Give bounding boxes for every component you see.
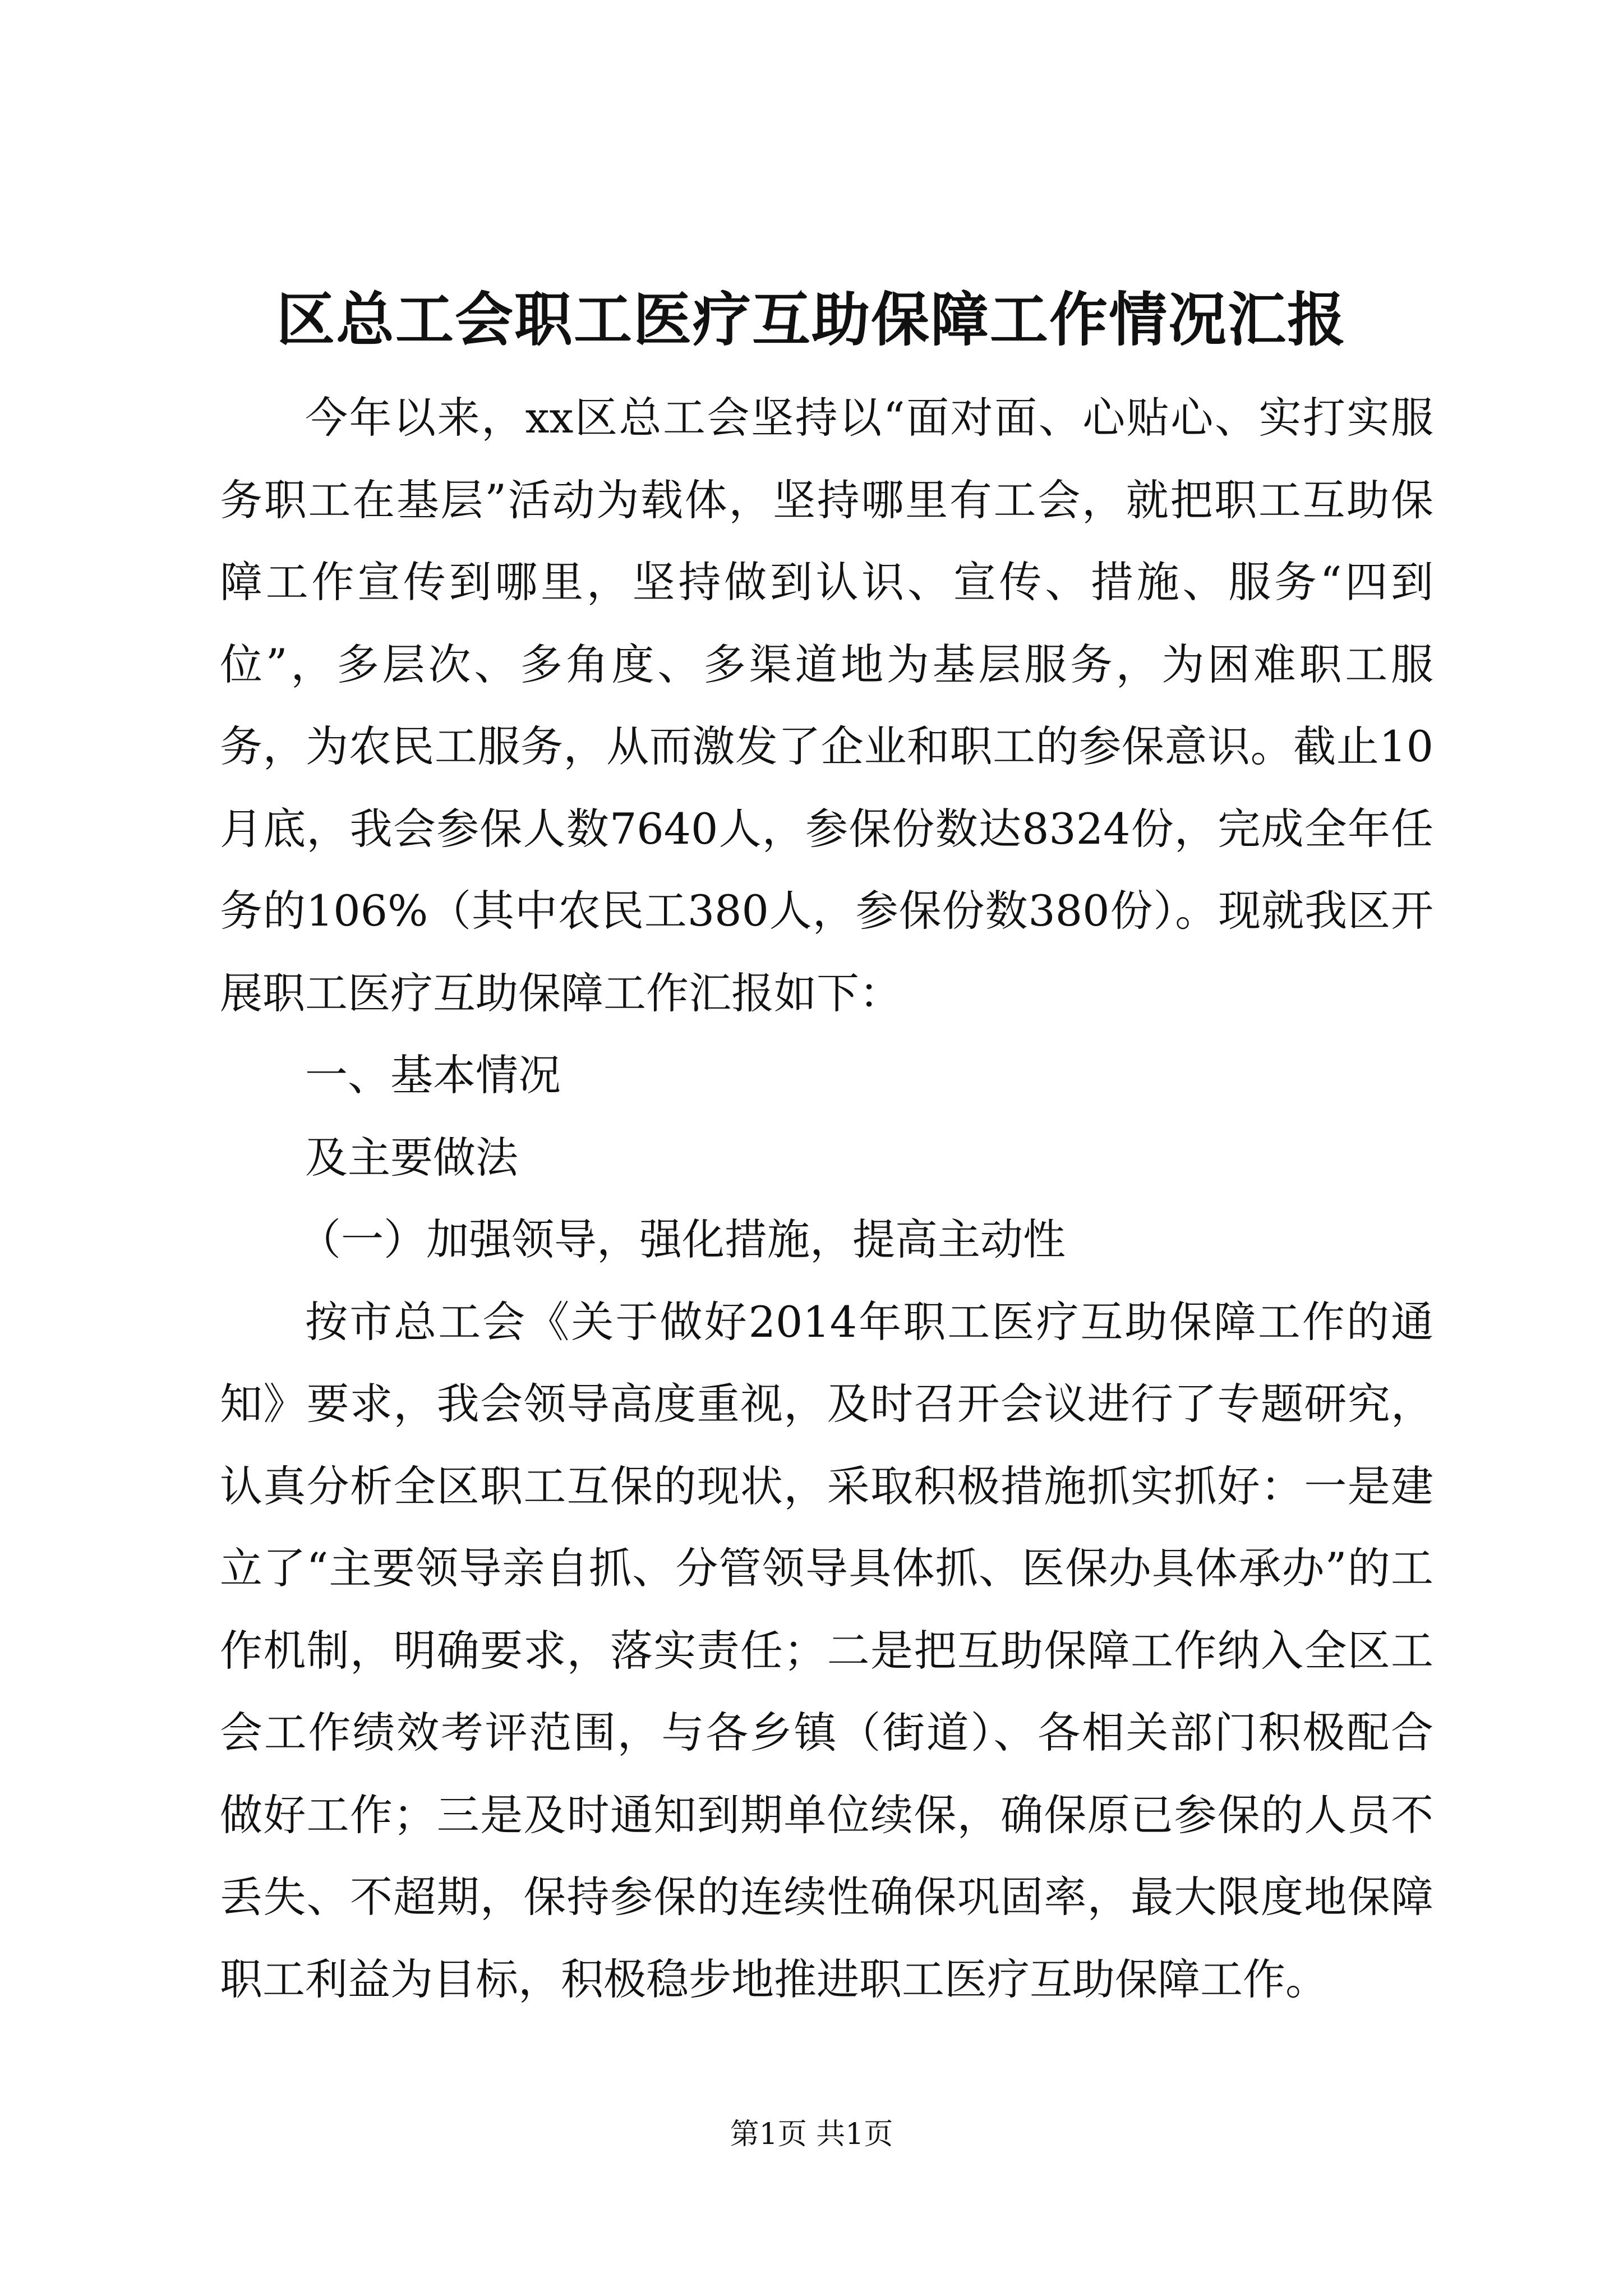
document-body — [220, 377, 1433, 2021]
section-heading: 一、基本情况 — [305, 1050, 561, 1100]
page-footer: 第1页 共1页 — [730, 2118, 893, 2151]
document-title: 区总工会职工医疗互助保障工作情况汇报 — [276, 285, 1347, 354]
body-paragraph: 按市总工会《关于做好2014年职工医疗互助保障工作的通知》要求，我会领导高度重视，及时召开会议进行了专题研究，认真分析全区职工互保的现状，采取积极措施抓实抓好：一是建立了“主要领导亲自抓、分管领导具体抓、医保办具体承办”的工作机制，明确要求，落实责任；二是把互助保障工作纳入全区工会工作绩效考评范围，与各乡镇（街道）、各相关部门积极配合做好工作；三是及时通知到期单位续保，确保原已参保的人员不丢失、不超期，保持参保的连续性确保巩固率，最大限度地保障职工利益为目标，积极稳步地推进职工医疗互助保障工作。 — [220, 1296, 1433, 2004]
subsection-heading: （一）加强领导，强化措施，提高主动性 — [298, 1214, 1066, 1264]
intro-paragraph: 今年以来，xx区总工会坚持以“面对面、心贴心、实打实服务职工在基层”活动为载体，坚持哪里有工会，就把职工互助保障工作宣传到哪里，坚持做到认识、宣传、措施、服务“四到位”，多层次、多角度、多渠道地为基层服务，为困难职工服务，为农民工服务，从而激发了企业和职工的参保意识。截止10月底，我会参保人数7640人，参保份数达8324份，完成全年任务的106%（其中农民工380人，参保份数380份）。现就我区开展职工医疗互助保障工作汇报如下： — [220, 393, 1433, 1018]
section-heading-continued: 及主要做法 — [305, 1132, 518, 1182]
